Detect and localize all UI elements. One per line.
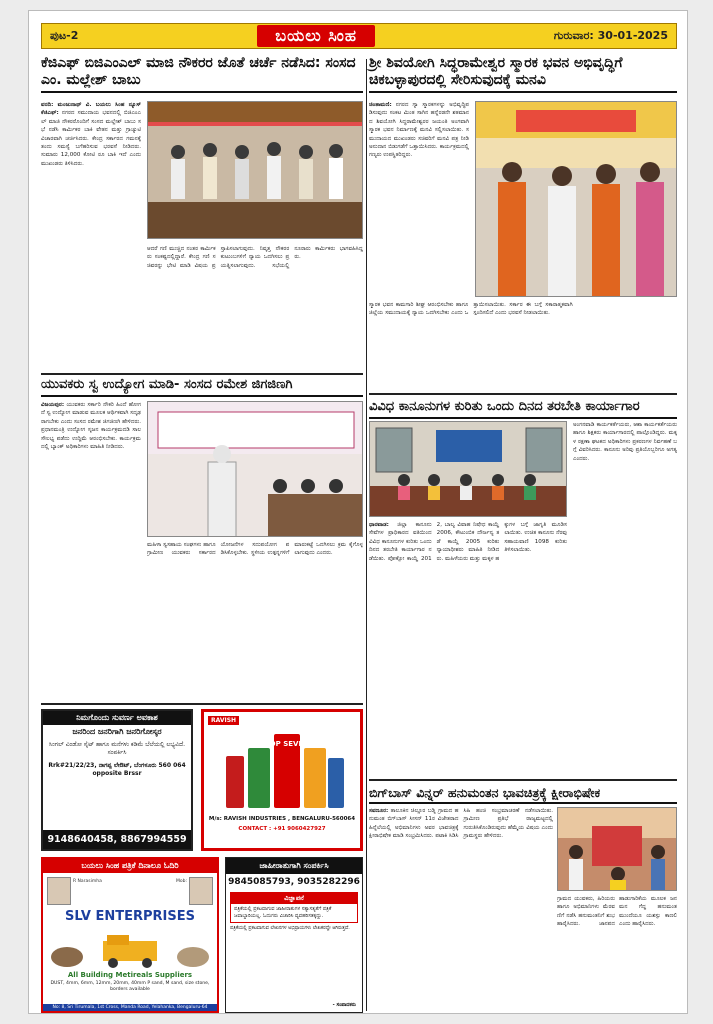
story-law-workshop-photo — [369, 421, 567, 517]
column-divider — [366, 59, 367, 1011]
story-memorial-lead: ಚಿಂತಾಮಣಿ: — [369, 102, 392, 108]
story-law-workshop-body: ಜಿಲ್ಲಾ ಕಾನೂನು ಸೇವೆಗಳ ಪ್ರಾಧಿಕಾರದ ವತಿಯಿಂದ ವಿವಿಧ ಕಾನೂನುಗಳ ಕುರಿತು ಒಂದು ದಿನದ ತರಬೇತಿ ಕಾರ್ಯಾಗಾರ ನಡೆಯಿತು. ಪೋಕ್ಸೋ ಕಾಯ್ದೆ 2012, ಬಾಲ್ಯ ವಿವಾಹ ನಿಷೇಧ ಕಾಯ್ದೆ 2006, ಕೌಟುಂಬಿಕ ದೌರ್ಜನ್ಯ ತಡೆ ಕಾಯ್ದೆ 2005 ಕುರಿತು ನ್ಯಾಯಾಧೀಶರು ಮಾಹಿತಿ ನೀಡಿದರು. ಮಹಿಳೆಯರು ಮತ್ತು ಮಕ್ಕಳ ಹಕ್ಕುಗಳ ಬಗ್ಗೆ ಜಾಗೃತಿ ಮೂಡಿಸಲಾಯಿತು. ಉಚಿತ ಕಾನೂನು ನೆರವು ಸಹಾಯವಾಣಿ 1098 ಕುರಿತು ತಿಳಿಸಲಾಯಿತು. — [369, 522, 567, 562]
ad-slv-materials-graphic — [47, 927, 213, 969]
ad-ravish — [201, 709, 363, 851]
story-law-workshop-text — [369, 521, 567, 775]
story-kgf-body2: ಆದರೆ ಗಣಿ ಮುಚ್ಚಿದ ನಂತರ ಕಾರ್ಮಿಕರು ಸಂಕಷ್ಟದಲ್ಲಿದ್ದಾರೆ. ಕೇಂದ್ರ ಗಣಿ ಸಚಿವರನ್ನು ಭೇಟಿ ಮಾಡಿ ವಿಷಯ ಪ್ರಸ್ತಾಪಿಸಲಾಗುವುದು. ನಿವೃತ್ತ ನೌಕರರ ಕುಟುಂಬಗಳಿಗೆ ನ್ಯಾಯ ಒದಗಿಸಲು ಪ್ರಯತ್ನಿಸಲಾಗುವುದು. ಸಭೆಯಲ್ಲಿ ನೂರಾರು ಕಾರ್ಮಿಕರು ಭಾಗವಹಿಸಿದ್ದರು. — [147, 246, 363, 269]
ad-ravish-product: TOP SEVEN — [264, 740, 310, 748]
ad-property-phones: 9148640458, 8867994559 — [43, 830, 191, 849]
story-memorial — [369, 55, 677, 391]
ad-property — [41, 709, 193, 851]
ad-classified-title: ಜಾಹೀರಾತುಗಾಗಿ ಸಂಪರ್ಕಿಸಿ — [226, 858, 362, 874]
story-bigboss — [369, 785, 677, 1011]
ad-slv-banner: ಬಯಲು ಸಿಂಹ ಪತ್ರಿಕೆ ದಿನಾಲೂ ಓದಿರಿ — [43, 859, 217, 873]
story-memorial-body: ನಗರದ ಗ್ಯಾ ಸ್ಮಾರಕಗಳನ್ನು ಅಭಿವೃದ್ಧಿಪಡಿಸುವುದು ಸಂಕಟ ಮಿಂತ ಸಾಗಿನ ಹನ್ನೆರಡನೇ ಶತಮಾನದ ಶಿವಯೋಗಿ ಸಿದ್ಧರಾಮೇಶ್ವರರ ಜಯಂತಿ ಅಂಗವಾಗಿ ಸ್ಮಾರಕ ಭವನ ನಿರ್ಮಾಣಕ್ಕೆ ಮನವಿ ಸಲ್ಲಿಸಲಾಯಿತು. ಸಮುದಾಯದ ಮುಖಂಡರು ಸಚಿವರಿಗೆ ಮನವಿ ಪತ್ರ ನೀಡಿ ಅನುದಾನ ಬಿಡುಗಡೆಗೆ ಒತ್ತಾಯಿಸಿದರು. ಕಾರ್ಯಕ್ರಮದಲ್ಲಿ ಗಣ್ಯರು ಉಪಸ್ಥಿತರಿದ್ದರು. — [369, 102, 469, 159]
story-bigboss-body: ತಾಲೂಕಿನ ಚಿಲ್ಲೂರ ಬಡ್ನಿ ಗ್ರಾಮದ ಹನುಮಂತ ಬಿಗ್‌ಬಾಸ್ ಸೀಸನ್ 11ರ ವಿಜೇತರಾದ ಹಿನ್ನೆಲೆಯಲ್ಲಿ ಅಭಿಮಾನಿಗಳು ಅವರ ಭಾವಚಿತ್ರಕ್ಕೆ ಕ್ಷೀರಾಭಿಷೇಕ ಮಾಡಿ ಸಂಭ್ರಮಿಸಿದರು. ಪಟಾಕಿ ಸಿಡಿಸಿ ಸಿಹಿ ಹಂಚಿ ಸಂಭ್ರಮಾಚರಣೆ ನಡೆಸಲಾಯಿತು. ಗ್ರಾಮೀಣ ಪ್ರತಿಭೆ ರಾಜ್ಯಮಟ್ಟದಲ್ಲಿ ಗುರುತಿಸಿಕೊಂಡಿರುವುದು ಹೆಮ್ಮೆಯ ವಿಷಯ ಎಂದು ಗ್ರಾಮಸ್ಥರು ಹೇಳಿದರು. — [369, 808, 553, 840]
story-kgf-photo — [147, 101, 363, 239]
story-kgf-text-continued — [147, 245, 363, 367]
ad-classified-footer: ಪತ್ರಿಕೆಯಲ್ಲಿ ಪ್ರಕಟವಾಗುವ ಲೇಖನಗಳ ಅಭಿಪ್ರಾಯಗಳು ಲೇಖಕರದ್ದೇ ಆಗಿರುತ್ತವೆ. — [230, 926, 350, 931]
story-memorial-text-continued — [369, 301, 677, 387]
headline-rule — [369, 91, 677, 93]
ad-slv-address: No: 8, Sri Tirumala, 1st Cross, Manda Road, Yelahanka, Bengaluru-64 — [43, 1004, 217, 1011]
story-law-workshop-text-continued — [573, 421, 677, 775]
ad-slv-right-photo — [189, 877, 213, 905]
headline-rule — [369, 802, 677, 804]
story-self-employment-body2: ಮಹಿಳಾ ಸ್ವಸಹಾಯ ಸಂಘಗಳು ಹಾಗೂ ಗ್ರಾಮೀಣ ಯುವಕರು ಸರ್ಕಾರದ ಯೋಜನೆಗಳ ಸದುಪಯೋಗ ಪಡಿಸಿಕೊಳ್ಳಬೇಕು. ಸ್ಥಳೀಯ ಉತ್ಪನ್ನಗಳಿಗೆ ಮಾರುಕಟ್ಟೆ ಒದಗಿಸಲು ಕ್ರಮ ಕೈಗೊಳ್ಳಲಾಗುವುದು ಎಂದರು. — [147, 542, 363, 557]
story-kgf-text — [41, 101, 141, 367]
headline-rule — [369, 417, 677, 419]
story-self-employment-photo — [147, 401, 363, 537]
ad-classified — [225, 857, 363, 1013]
story-law-workshop-headline: ವಿವಿಧ ಕಾನೂನುಗಳ ಕುರಿತು ಒಂದು ದಿನದ ತರಬೇತಿ ಕಾರ್ಯಾಗಾರ — [369, 399, 640, 414]
story-memorial-body2: ಸ್ಮಾರಕ ಭವನ ಕಾಮಗಾರಿ ಶೀಘ್ರ ಆರಂಭಿಸಬೇಕು ಹಾಗೂ ಜಿಲ್ಲೆಯ ಸಮುದಾಯಕ್ಕೆ ನ್ಯಾಯ ಒದಗಿಸಬೇಕು ಎಂದು ಒತ್ತಾಯಿಸಲಾಯಿತು. ಸರ್ಕಾರ ಈ ಬಗ್ಗೆ ಸಕಾರಾತ್ಮಕವಾಗಿ ಸ್ಪಂದಿಸಲಿದೆ ಎಂದು ಭರವಸೆ ನೀಡಲಾಯಿತು. — [369, 302, 573, 317]
ad-slv-left-photo — [47, 877, 71, 905]
page-number: ಪುಟ-2 — [50, 29, 79, 42]
newspaper-name: ಬಯಲು ಸಿಂಹ — [257, 25, 375, 47]
story-law-workshop-body2: ಅಂಗನವಾಡಿ ಕಾರ್ಯಕರ್ತೆಯರು, ಆಶಾ ಕಾರ್ಯಕರ್ತೆಯರು ಹಾಗೂ ಶಿಕ್ಷಕರು ಕಾರ್ಯಾಗಾರದಲ್ಲಿ ಪಾಲ್ಗೊಂಡಿದ್ದರು. ಮಕ್ಕಳ ರಕ್ಷಣಾ ಘಟಕದ ಅಧಿಕಾರಿಗಳು ಪ್ರಕರಣಗಳ ನಿರ್ವಹಣೆ ಬಗ್ಗೆ ವಿವರಿಸಿದರು. ಕಾನೂನು ಅರಿವು ಪ್ರತಿಯೊಬ್ಬರಿಗೂ ಅಗತ್ಯ ಎಂದರು. — [573, 422, 677, 462]
ad-ravish-products — [218, 726, 348, 812]
ad-classified-notice-body: ಪತ್ರಿಕೆಯಲ್ಲಿ ಪ್ರಕಟವಾಗುವ ಜಾಹೀರಾತುಗಳ ಸತ್ಯಾಸತ್ಯತೆಗೆ ಪತ್ರಿಕೆ ಜವಾಬ್ದಾರಿಯಲ್ಲ. ಓದುಗರು ವಿಚಾರಿಸಿ ವ್ಯವಹರಿಸತಕ್ಕದ್ದು. — [234, 906, 332, 919]
story-law-workshop — [369, 399, 677, 777]
story-bigboss-text — [369, 807, 553, 1007]
story-memorial-headline: ಶ್ರೀ ಶಿವಯೋಗಿ ಸಿದ್ಧರಾಮೇಶ್ವರ ಸ್ಮಾರಕ ಭವನ ಅಭಿವೃದ್ಧಿಗೆ ಚಿಕಬಳ್ಳಾಪುರದಲ್ಲಿ ಸೇರಿಸುವುದಕ್ಕೆ ಮನವಿ — [369, 55, 623, 89]
headline-rule — [41, 91, 363, 93]
headline-rule — [41, 395, 363, 397]
ad-classified-phones: 9845085793, 9035282296 — [228, 877, 360, 887]
ad-slv-tagline: All Building Metireals Suppliers — [67, 971, 193, 979]
story-self-employment-lead: ವಿಜಯಪುರ: — [41, 402, 65, 408]
story-kgf-lead: ಕೆಜಿಎಫ್: — [41, 110, 59, 117]
story-bigboss-text-continued — [557, 895, 677, 1007]
story-bigboss-body2: ಗ್ರಾಮದ ಯುವಕರು, ಹಿರಿಯರು ಹಾಗೂ ಅಭಿಮಾನಿಗಳು ಮೆರವಣಿಗೆ ನಡೆಸಿ ಹನುಮಂತನಿಗೆ ಶುಭ ಹಾರೈಸಿದರು. ಜಾನಪದ ಹಾಡುಗಾರಿಕೆಯ ಮೂಲಕ ಜನಮನ ಗೆದ್ದ ಹನುಮಂತ ಮುಂದೆಯೂ ಯಶಸ್ಸು ಕಾಣಲಿ ಎಂದು ಹಾರೈಸಿದರು. — [557, 896, 677, 928]
ad-slv-items: DUST, 4mm, 6mm, 12mm, 20mm, 40mm P sand, M sand, size stone, borders available — [50, 981, 210, 992]
ad-slv-name: SLV ENTERPRISES — [65, 909, 195, 924]
ad-ravish-contact: CONTACT : +91 9060427927 — [238, 826, 326, 832]
issue-date: ಗುರುವಾರ: 30-01-2025 — [553, 29, 668, 42]
story-bigboss-headline: ಬಿಗ್‌ಬಾಸ್ ವಿನ್ನರ್ ಹನುಮಂತನ ಭಾವಚಿತ್ರಕ್ಕೆ ಕ್ಷೀರಾಭಿಷೇಕ — [369, 785, 601, 800]
story-kgf — [41, 55, 363, 371]
story-memorial-photo — [475, 101, 677, 297]
story-bigboss-lead: ಸವಣೂರ: — [369, 808, 389, 814]
story-kgf-body: ನಗರದ ಸಮುದಾಯ ಭವನದಲ್ಲಿ ಬಿಜಿಎಂಎಲ್ ಮಾಜಿ ನೌಕರರೊಂದಿಗೆ ಸಂಸದ ಮಲ್ಲೇಶ್ ಬಾಬು ಸಭೆ ನಡೆಸಿ ಕಾರ್ಮಿಕರ ಬಾಕಿ ವೇತನ ಮತ್ತು ಗ್ರಾಚ್ಯುಟಿ ವಿಚಾರವಾಗಿ ಚರ್ಚಿಸಿದರು. ಕೇಂದ್ರ ಸರ್ಕಾರದ ಗಮನಕ್ಕೆ ತಂದು ಸಮಸ್ಯೆ ಬಗೆಹರಿಸುವ ಭರವಸೆ ನೀಡಿದರು. ಸುಮಾರು 12,000 ಕೋಟಿ ರೂ ಬಾಕಿ ಇದೆ ಎಂದು ಮುಖಂಡರು ತಿಳಿಸಿದರು. — [41, 110, 141, 167]
story-kgf-headline: ಕೆಜಿಎಫ್ ಬಿಜಿಎಂಎಲ್ ಮಾಜಿ ನೌಕರರ ಜೊತೆ ಚರ್ಚೆ ನಡೆಸಿದ: ಸಂಸದ ಎಂ. ಮಲ್ಲೇಶ್ ಬಾಬು — [41, 55, 356, 89]
rule — [369, 779, 677, 781]
story-self-employment-headline: ಯುವಕರು ಸ್ವ ಉದ್ಯೋಗ ಮಾಡಿ- ಸಂಸದ ರಮೇಶ ಜಿಗಜಿಣಗಿ — [41, 377, 293, 392]
story-law-workshop-lead: ಧಾರವಾಡ: — [369, 522, 389, 528]
ad-property-subtitle: ಜನರಿಂದ ಜನರಿಗಾಗಿ ಜನರಿಗೋಸ್ಕರ — [72, 727, 162, 736]
rule — [369, 393, 677, 395]
masthead — [41, 23, 677, 49]
story-bigboss-photo — [557, 807, 677, 891]
ad-slv-right-name: Mob: — [175, 879, 187, 884]
ad-ravish-brand: RAVISH — [208, 716, 239, 725]
ad-classified-notice-title: ವಿಜ್ಞಾಪನೆ — [231, 893, 357, 904]
story-memorial-text — [369, 101, 469, 297]
story-self-employment-text-continued — [147, 541, 363, 697]
rule — [41, 373, 363, 375]
ad-classified-notice — [230, 892, 358, 923]
ad-property-title: ನಿಮಗೊಂದು ಸುವರ್ಣ ಅವಕಾಶ — [43, 711, 191, 725]
story-self-employment-text — [41, 401, 141, 697]
ad-property-body: ಸಿಂಗಲ್ ವಿಂಡೋ ಸೈಟ್ ಹಾಗೂ ಮನೆಗಳು ಕಡಿಮೆ ಬೆಲೆಯಲ್ಲಿ ಲಭ್ಯವಿದೆ. ಸಂಪರ್ಕಿಸಿ — [48, 741, 186, 757]
ad-ravish-company: M/s: RAVISH INDUSTRIES , BENGALURU-560064 — [208, 816, 356, 822]
ad-slv — [41, 857, 219, 1013]
ad-slv-left-name: R Narasimha — [73, 879, 102, 884]
newspaper-page — [28, 10, 688, 1014]
ad-classified-sign: - ಸಂಪಾದಕರು — [332, 1002, 356, 1008]
story-self-employment — [41, 377, 363, 701]
story-kgf-dateline: ವರದಿ: ಮಂಜುನಾಥ್ ವಿ. ಬಯಲು ಸಿಂಹ ನ್ಯೂಸ್ — [41, 102, 141, 108]
story-self-employment-body: ಯುವಕರು ಸರ್ಕಾರಿ ನೌಕರಿ ಹಿಂದೆ ಹೋಗದೆ ಸ್ವ ಉದ್ಯೋಗ ಮಾಡುವ ಮೂಲಕ ಆರ್ಥಿಕವಾಗಿ ಸದೃಢರಾಗಬೇಕು ಎಂದು ಸಂಸದ ರಮೇಶ ಜಿಗಜಿಣಗಿ ಹೇಳಿದರು. ಪ್ರಧಾನಮಂತ್ರಿ ಉದ್ಯೋಗ ಸೃಜನ ಕಾರ್ಯಕ್ರಮದಡಿ ಸಾಲ ಸೌಲಭ್ಯ ಪಡೆದು ಉದ್ದಿಮೆ ಆರಂಭಿಸಬೇಕು. ಕಾರ್ಯಕ್ರಮದಲ್ಲಿ ಬ್ಯಾಂಕ್ ಅಧಿಕಾರಿಗಳು ಮಾಹಿತಿ ನೀಡಿದರು. — [41, 402, 141, 450]
rule — [41, 703, 363, 705]
ad-property-address: Rrk#21/22/23, ನಾಗಪ್ಪ ಲೇಔಟ್, ಬೆಂಗಳೂರು 560 064 opposite Brssr — [48, 761, 186, 778]
